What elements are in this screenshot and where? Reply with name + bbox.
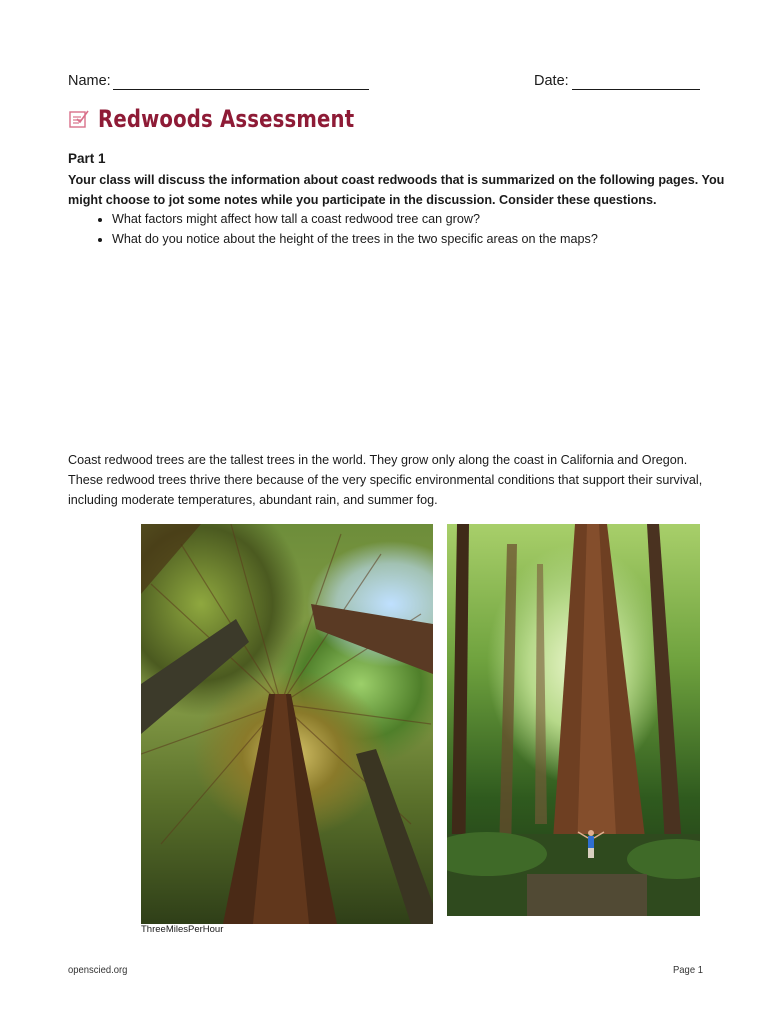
date-field-line[interactable] bbox=[572, 89, 700, 90]
part1-heading: Part 1 bbox=[68, 151, 106, 166]
name-label: Name: bbox=[68, 73, 111, 89]
footer-site: openscied.org bbox=[68, 964, 128, 976]
page-title bbox=[68, 102, 411, 136]
checklist-icon bbox=[68, 108, 90, 130]
redwoods-paragraph: Coast redwood trees are the tallest trees in the world. They grow only along the coast in California and Oregon. These redwood trees thrive there because of the very specific environmental conditions that support their survival, including moderate temperatures, abundant rain, and summer fog. bbox=[68, 453, 703, 507]
part1-intro: Your class will discuss the information about coast redwoods that is summarized on the following pages. You might choose to jot some notes while you participate in the discussion. Consider these questions. bbox=[68, 173, 725, 207]
redwood-forest-photo bbox=[447, 524, 700, 916]
question-item: • What do you notice about the height of the trees in the two specific areas on the maps? bbox=[112, 229, 732, 249]
title-text: Redwoods Assessment bbox=[98, 105, 355, 133]
redwood-canopy-photo bbox=[141, 524, 433, 924]
page-number: Page 1 bbox=[673, 964, 703, 976]
name-field-line[interactable] bbox=[113, 89, 369, 90]
date-label: Date: bbox=[534, 73, 569, 89]
question-list bbox=[92, 209, 732, 249]
question-item: • What factors might affect how tall a coast redwood tree can grow? bbox=[112, 209, 732, 229]
photo-credit: ThreeMilesPerHour bbox=[141, 924, 224, 935]
